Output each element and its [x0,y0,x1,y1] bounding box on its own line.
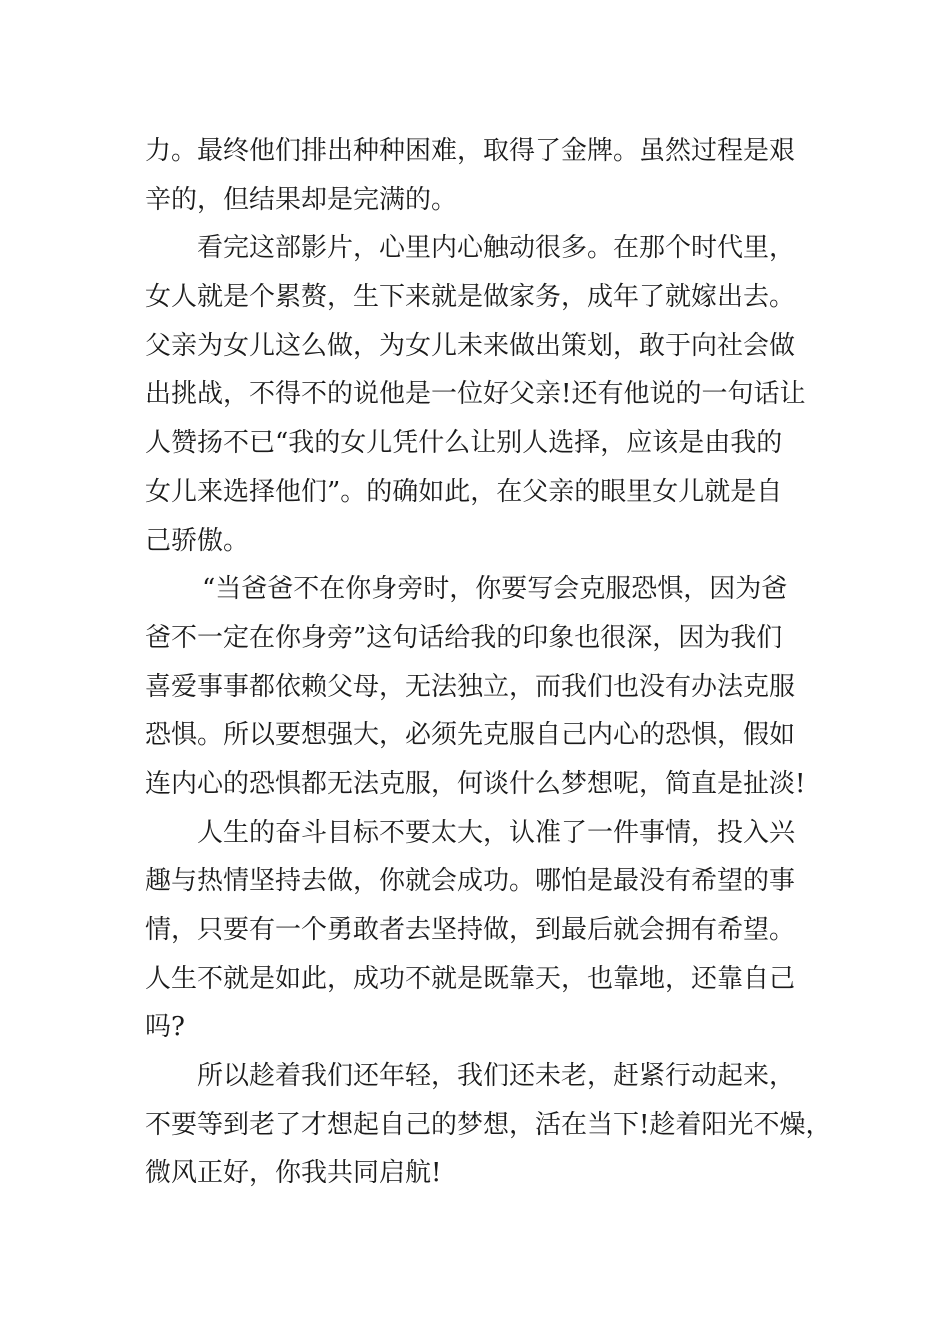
text-line: 辛的，但结果却是完满的。 [145,184,458,215]
text-line: 人生不就是如此，成功不就是既靠天，也靠地，还靠自己 [145,963,796,994]
text-line: 父亲为女儿这么做，为女儿未来做出策划，敢于向社会做 [145,330,796,361]
document-body [145,127,832,1198]
text-line: 趣与热情坚持去做，你就会成功。哪怕是最没有希望的事 [145,866,796,897]
text-line: 看完这部影片，心里内心触动很多。在那个时代里， [197,233,796,264]
text-line: 人生的奋斗目标不要太大，认准了一件事情，投入兴 [197,817,796,848]
text-line: 己骄傲。 [145,525,250,556]
text-line: 女人就是个累赘，生下来就是做家务，成年了就嫁出去。 [145,282,796,313]
text-line: 恐惧。所以要想强大，必须先克服自己内心的恐惧，假如 [145,720,796,751]
text-line: 人赞扬不已“我的女儿凭什么让别人选择，应该是由我的 [145,428,783,459]
text-line: “当爸爸不在你身旁时，你要写会克服恐惧，因为爸 [202,574,788,605]
text-line: 出挑战，不得不的说他是一位好父亲!还有他说的一句话让 [145,379,806,410]
text-line: 情，只要有一个勇敢者去坚持做，到最后就会拥有希望。 [145,915,796,945]
text-line: 微风正好，你我共同启航! [145,1158,442,1189]
text-line: 力。最终他们排出种种困难，取得了金牌。虽然过程是艰 [145,136,796,166]
text-line: 女儿来选择他们”。的确如此，在父亲的眼里女儿就是自 [145,476,783,507]
text-line: 连内心的恐惧都无法克服，何谈什么梦想呢，简直是扯淡! [145,768,806,799]
text-line: 爸不一定在你身旁”这句话给我的印象也很深，因为我们 [145,622,783,653]
text-line: 吗? [145,1012,185,1043]
text-line: 不要等到老了才想起自己的梦想，活在当下!趁着阳光不燥， [145,1109,832,1140]
text-line: 喜爱事事都依赖父母，无法独立，而我们也没有办法克服 [145,671,796,702]
text-line: 所以趁着我们还年轻，我们还未老，赶紧行动起来， [197,1061,796,1092]
